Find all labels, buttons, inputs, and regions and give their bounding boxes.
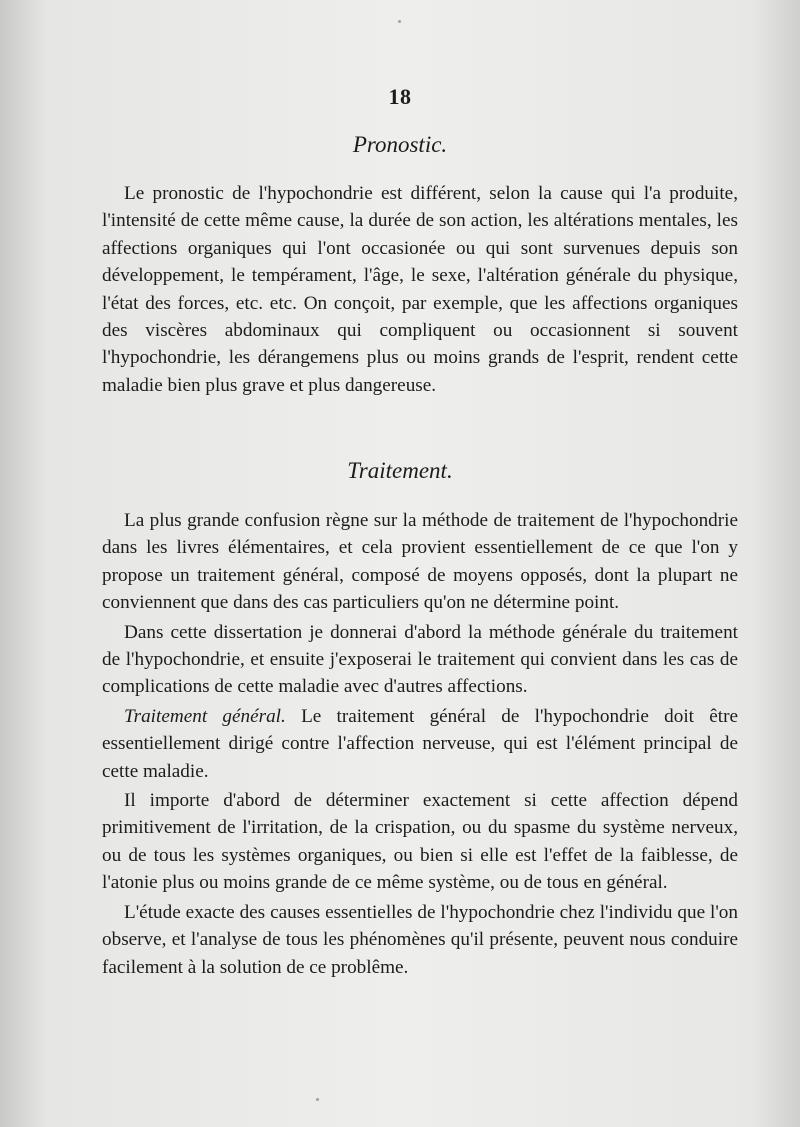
page-number: 18	[388, 84, 412, 109]
paragraph: Le pronostic de l'hypochondrie est différent, selon la cause qui l'a produite, l'intensité de cette même cause, la durée de son action, les altérations mentales, les affections organiques qui l'ont occasionée ou qui sont survenues depuis son développement, le tempérament, l'âge, le sexe, l'altération générale du physique, l'état des forces, etc. etc. On conçoit, par exemple, que les affections organiques des viscères abdominaux qui compliquent ou occasionnent si souvent l'hypochondrie, les dérangemens plus ou moins grands de l'esprit, rendent cette maladie bien plus grave et plus dangereuse.	[102, 183, 738, 396]
ink-speck	[398, 20, 401, 23]
traitement-text	[102, 507, 738, 983]
paragraph	[102, 703, 738, 785]
paragraph-text: Le traitement général de l'hypochondrie doit être essentiellement dirigé contre l'affection nerveuse, qui est l'élément principal de cette maladie.	[102, 705, 739, 782]
ink-speck	[316, 1098, 319, 1101]
paragraph: Il importe d'abord de déterminer exactement si cette affection dépend primitivement de l'irritation, de la crispation, ou du spasme du système nerveux, ou de tous les systèmes organiques, ou bien si elle est l'effet de la faiblesse, de l'atonie plus ou moins grande de ce même système, ou de tous en général.	[102, 790, 738, 894]
section-title-traitement: Traitement.	[347, 458, 453, 483]
pronostic-text	[102, 180, 738, 399]
section-title-pronostic: Pronostic.	[352, 132, 448, 157]
run-in-heading: Traitement général.	[124, 705, 286, 727]
paragraph: Dans cette dissertation je donnerai d'abord la méthode générale du traitement de l'hypochondrie, et ensuite j'exposerai le traitement qui convient dans les cas de complications de cette maladie avec d'autres affections.	[102, 621, 738, 698]
paragraph: La plus grande confusion règne sur la méthode de traitement de l'hypochondrie dans les livres élémentaires, et cela provient essentiellement de ce que l'on y propose un traitement général, composé de moyens opposés, dont la plupart ne conviennent que dans des cas particuliers qu'on ne détermine point.	[102, 510, 738, 614]
paragraph: L'étude exacte des causes essentielles de l'hypochondrie chez l'individu que l'on observe, et l'analyse de tous les phénomènes qu'il présente, peuvent nous conduire facilement à la solution de ce problême.	[102, 901, 738, 978]
